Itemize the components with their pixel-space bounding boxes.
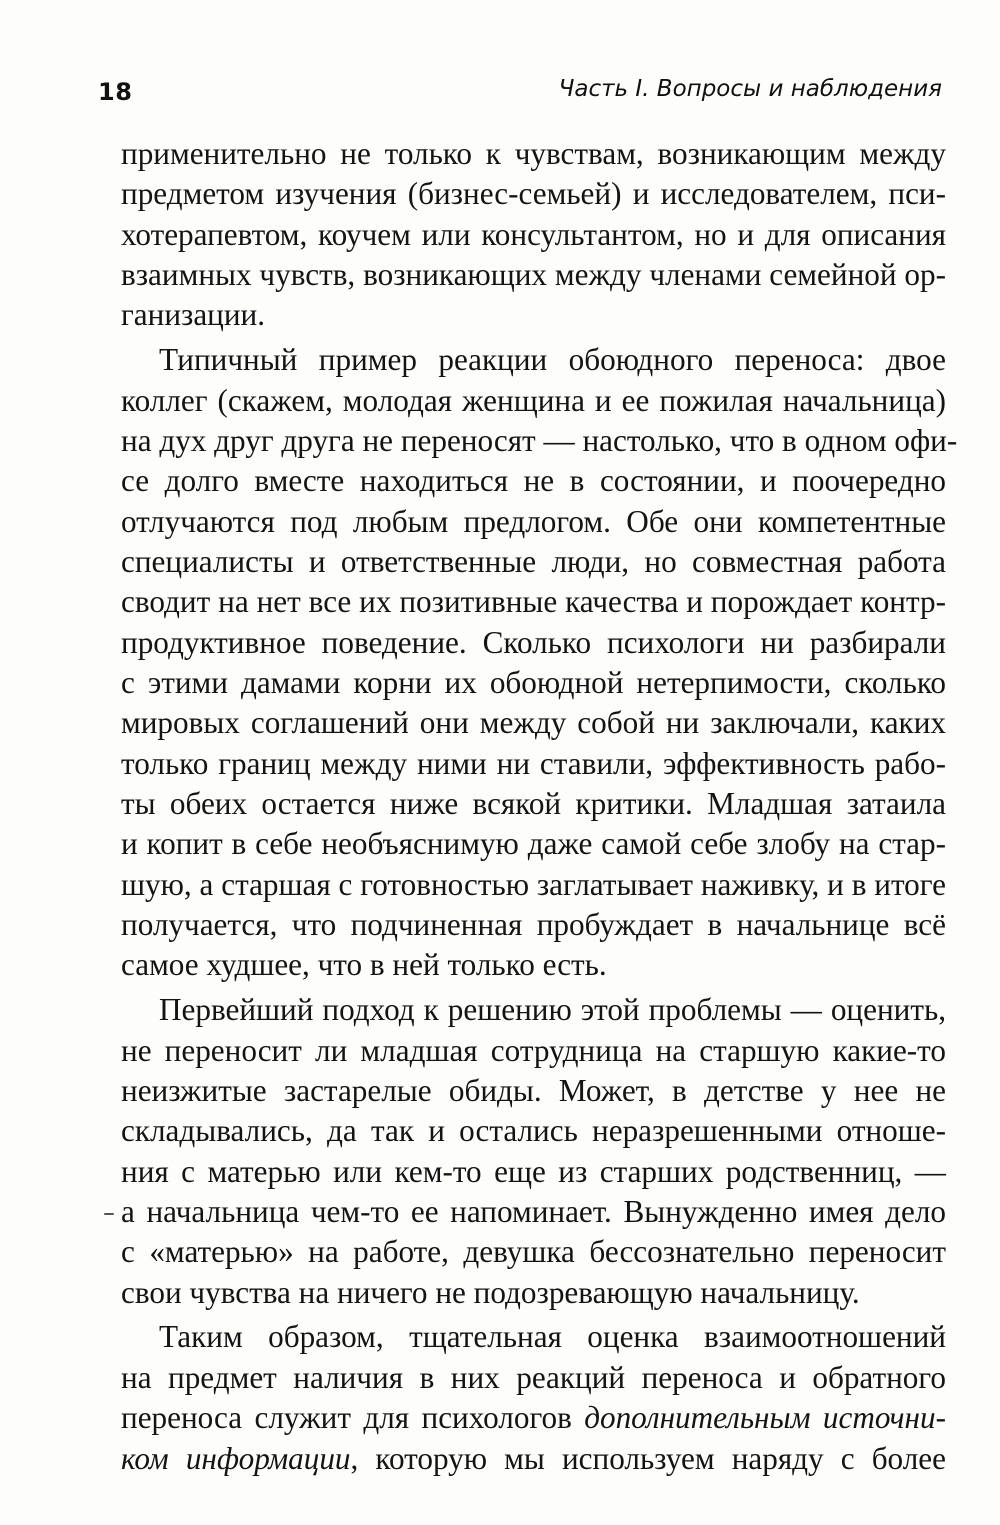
paragraph-4 [121,1317,946,1478]
body-text [121,134,958,1479]
text-line: отлучаются под любым предлогом. Обе они компетентные [121,503,946,539]
text-line: се долго вместе находиться не в состоянии, и поочередно [121,463,946,499]
text-line: Типичный пример реакции обоюдного переноса: двое [159,342,946,378]
emphasis-text: ком информации [121,1440,351,1476]
running-head: Часть I. Вопросы и наблюдения [558,76,942,102]
text-line: специалисты и ответственные люди, но совместная работа [121,543,946,579]
plain-text: , которую мы используем наряду с более [350,1440,946,1476]
text-line: с этими дамами корни их обоюдной нетерпимости, сколько [121,664,946,700]
print-speck [104,1213,114,1215]
text-line: с «матерью» на работе, девушка бессознательно переносит [121,1234,946,1270]
text-line: складывались, да так и остались неразрешенными отноше- [121,1113,946,1149]
paragraph-2 [121,340,958,986]
paragraph-1 [121,134,946,336]
emphasis-text: дополнительным источни- [584,1400,946,1436]
text-line: на предмет наличия в них реакций переноса и обратного [121,1359,946,1395]
text-line: коллег (скажем, молодая женщина и ее пожилая начальница) [121,382,946,418]
text-line: не переносит ли младшая сотрудница на старшую какие-то [121,1032,946,1068]
text-line: свои чувства на ничего не подозревающую начальницу. [121,1274,860,1310]
plain-text: переноса служит для психологов [121,1400,585,1436]
text-line: и копит в себе необъяснимую даже самой себе злобу на стар- [121,826,946,862]
text-line: самое худшее, что в ней только есть. [121,947,607,983]
text-line: продуктивное поведение. Сколько психологи ни разбирали [121,624,946,660]
text-line: ганизации. [121,297,266,333]
text-line: Таким образом, тщательная оценка взаимоотношений [159,1319,946,1355]
text-line: сводит на нет все их позитивные качества и порождает контр- [121,584,946,620]
text-line: получается, что подчиненная пробуждает в начальнице всё [121,907,946,943]
text-line: только границ между ними ни ставили, эффективность рабо- [121,745,946,781]
paragraph-3 [121,990,946,1313]
text-line-with-emphasis [121,1398,946,1438]
text-line: а начальница чем-то ее напоминает. Вынужденно имея дело [121,1193,946,1229]
page-number: 18 [98,78,133,106]
text-line: ты обеих остается ниже всякой критики. Младшая затаила [121,786,946,821]
text-line: неизжитые застарелые обиды. Может, в детстве у нее не [121,1072,946,1108]
text-line: применительно не только к чувствам, возникающим между [121,136,946,171]
page-header [98,74,942,110]
text-line: ния с матерью или кем-то еще из старших родственниц, — [121,1153,946,1189]
text-line: шую, а старшая с готовностью заглатывает наживку, и в итоге [121,866,946,902]
text-line: предметом изучения (бизнес-семьей) и исследователем, пси- [121,176,946,212]
text-line-with-emphasis [121,1439,946,1479]
text-line: мировых соглашений они между собой ни заключали, каких [121,705,946,741]
text-line: хотерапевтом, коучем или консультантом, но и для описания [121,216,946,252]
text-line: взаимных чувств, возникающих между членами семейной ор- [121,257,946,293]
text-line: Первейший подход к решению этой проблемы — оценить, [159,992,946,1028]
text-line: на дух друг друга не переносят — настолько, что в одном офи- [121,422,958,458]
